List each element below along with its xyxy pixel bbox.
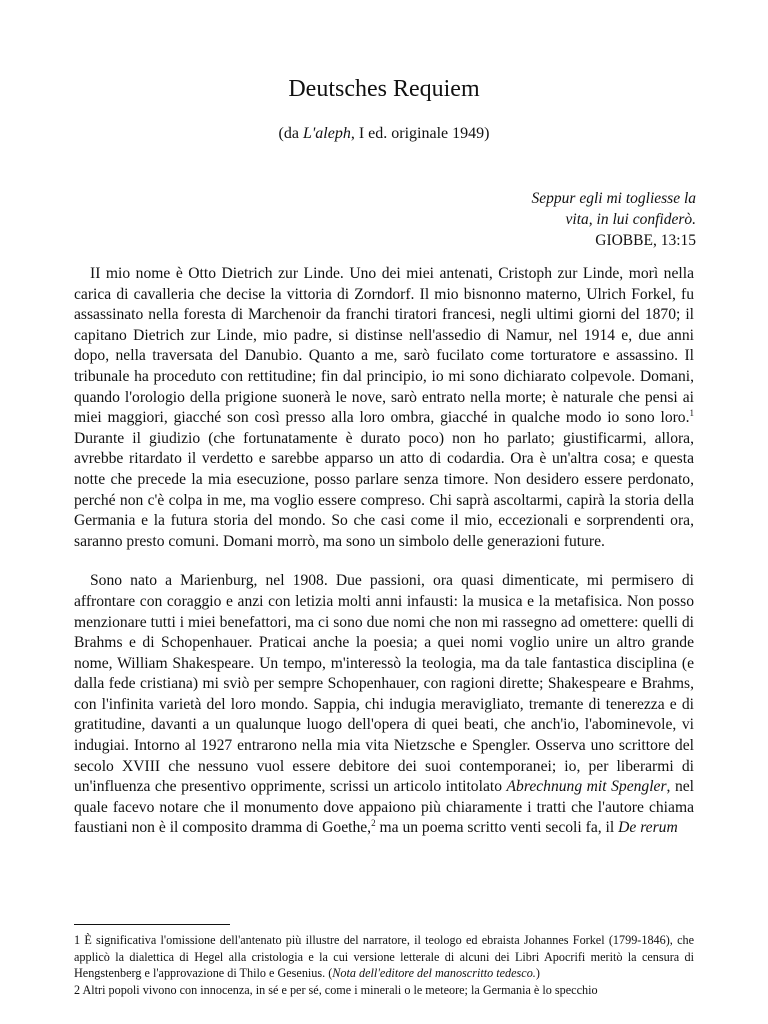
footnotes [74,932,694,998]
epigraph [396,188,696,251]
paragraph-1-part-2: Durante il giudizio (che fortunatamente è durato poco) non ho parlato; giustificarmi, allora, avrebbe ritardato il verdetto e sarebbe apparso un atto di codardia. Ora è un'altra cosa; e questa notte che precede la mia esecuzione, posso parlare senza timore. Non desidero essere perdonato, perché non c'è colpa in me, ma voglio essere compreso. Chi saprà ascoltarmi, capirà la storia della Germania e la futura storia del mondo. So che casi come il mio, eccezionali e sorprendenti ora, saranno presto comuni. Domani morrò, ma sono un simbolo delle generazioni future. [74,429,694,550]
subtitle-before: (da [278,125,303,142]
footnote-2 [74,982,694,999]
subtitle [0,124,768,144]
footnote-1 [74,932,694,982]
subtitle-after: , I ed. originale 1949) [350,125,490,142]
footnote-1-italic: Nota dell'editore del manoscritto tedesco. [332,966,536,981]
page-title: Deutsches Requiem [288,76,480,102]
footnote-separator [74,924,230,925]
paragraph-2 [74,571,694,839]
subtitle-book-title: L'aleph [302,125,351,142]
epigraph-line-2: vita, in lui confiderò. [565,211,696,228]
paragraph-1-part-1: II mio nome è Otto Dietrich zur Linde. Uno dei miei antenati, Cristoph zur Linde, morì nella carica di cavalleria che decise la vittoria di Zorndorf. Il mio bisnonno materno, Ulrich Forkel, fu assassinato nella foresta di Marchenoir da franchi tiratori francesi, negli ultimi giorni del 1870; il capitano Dietrich zur Linde, mio padre, si distinse nell'assedio di Namur, nel 1914 e, due anni dopo, nella traversata del Danubio. Quanto a me, sarò fucilato come torturatore e assassino. Il tribunale ha proceduto con rettitudine; fin dal principio, io mi sono dichiarato colpevole. Domani, quando l'orologio della prigione suonerà le nove, sarò entrato nella morte; è naturale che pensi ai miei maggiori, giacché son così presso alla loro ombra, giacché in qualche modo io sono loro. [74,265,694,427]
epigraph-source: GIOBBE, 13:15 [595,232,696,249]
paragraph-2-part-3: ma un poema scritto venti secoli fa, il [375,819,619,837]
body-text [74,264,694,858]
paragraph-1 [74,264,694,552]
footnote-ref-2: 2 [371,818,376,829]
paragraph-2-italic-end: De rerum [618,819,678,837]
epigraph-line-1: Seppur egli mi togliesse la [531,190,696,207]
paragraph-2-italic-title: Abrechnung mit Spengler [506,778,667,796]
paragraph-2-part-1: Sono nato a Marienburg, nel 1908. Due passioni, ora quasi dimenticate, mi permisero di affrontare con coraggio e anzi con letizia molti anni infausti: la musica e la metafisica. Non posso menzionare tutti i miei benefattori, ma ci sono due nomi che non mi rassegno ad omettere: quelli di Brahms e di Schopenhauer. Praticai anche la poesia; a quei nomi voglio unire un altro grande nome, William Shakespeare. Un tempo, m'interessò la teologia, ma da tale fantastica disciplina (e dalla fede cristiana) mi sviò per sempre Schopenhauer, con ragioni dirette; Shakespeare e Brahms, con l'infinita varietà del loro mondo. Sappia, chi indugia meravigliato, tremante di tenerezza e di gratitudine, davanti a un qualunque luogo dell'opera di quei beati, che anch'io, l'abominevole, vi indugiai. Intorno al 1927 entrarono nella mia vita Nietzsche e Spengler. Osserva uno scrittore del secolo XVIII che nessuno vuol essere debitore dei suoi contemporanei; io, per liberarmi di un'influenza che presentivo opprimente, scrissi un articolo intitolato [74,572,694,796]
footnote-ref-1: 1 [689,407,694,418]
paragraph-2-part-2: , nel quale facevo notare che il monumento dove appaiono più chiaramente i tratti che l'autore chiama faustiani non è il composito dramma di Goethe, [74,778,694,837]
footnote-1-after: ) [535,966,540,981]
footnote-1-text: 1 È significativa l'omissione dell'antenato più illustre del narratore, il teologo ed ebraista Johannes Forkel (1799-1846), che applicò la dialettica di Hegel alla cristologia e la cui versione letterale di alcuni dei Libri Apocrifi meritò la censura di Hengstenberg e l'approvazione di Thilo e Gesenius. ( [74,933,694,981]
footnote-2-text: 2 Altri popoli vivono con innocenza, in sé e per sé, come i minerali o le meteore; la Germania è lo specchio [74,982,598,997]
